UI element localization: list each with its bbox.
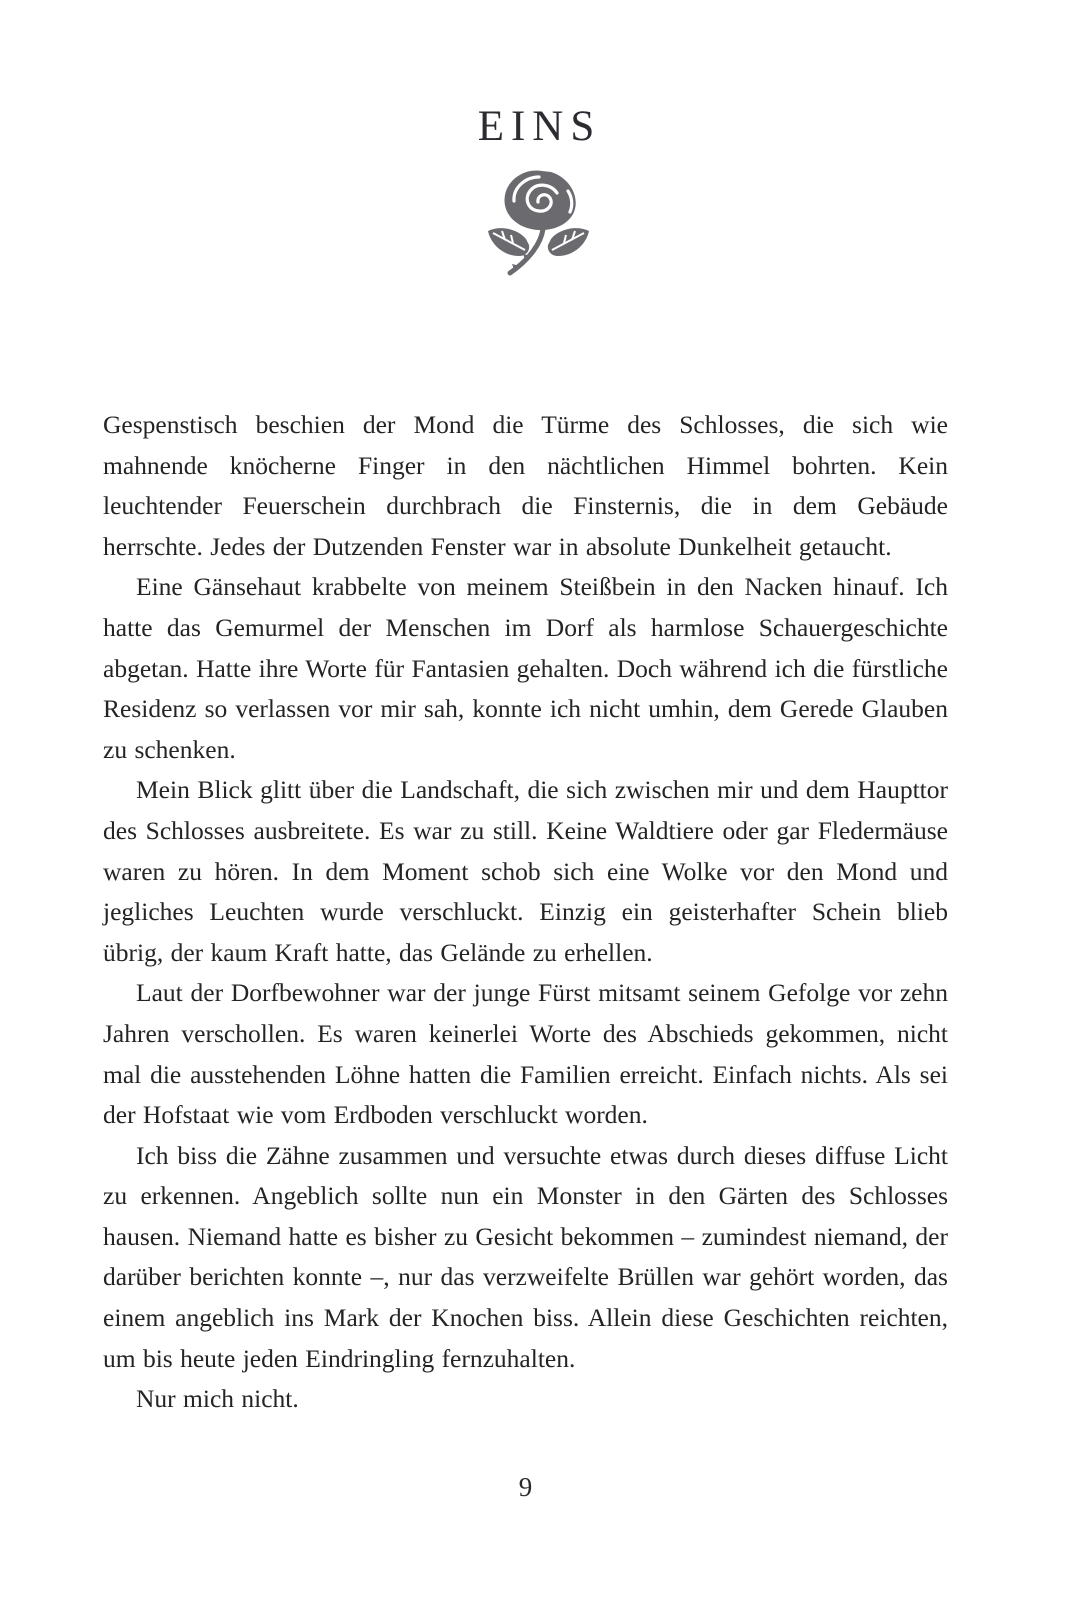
body-paragraph-2: Eine Gänsehaut krabbelte von meinem Steißbein in den Nacken hinauf. Ich hatte das Gemurmel der Menschen im Dorf als harmlose Schauergeschichte abgetan. Hatte ihre Worte für Fantasien gehalten. Doch während ich die fürstliche Residenz so verlassen vor mir sah, konnte ich nicht umhin, dem Gerede Glauben zu schenken. <box>103 572 948 764</box>
chapter-heading: EINS <box>477 103 602 150</box>
body-paragraph-4: Laut der Dorfbewohner war der junge Fürst mitsamt seinem Gefolge vor zehn Jahren verschollen. Es waren keinerlei Worte des Abschieds gekommen, nicht mal die ausstehenden Löhne hatten die Familien erreicht. Einfach nichts. Als sei der Hofstaat wie vom Erdboden verschluckt worden. <box>103 978 948 1130</box>
page-number: 9 <box>518 1472 533 1502</box>
chapter-ornament <box>0 167 1079 287</box>
body-paragraph-3: Mein Blick glitt über die Landschaft, die sich zwischen mir und dem Haupttor des Schlosses ausbreitete. Es war zu still. Keine Waldtiere oder gar Fledermäuse waren zu hören. In dem Moment schob sich eine Wolke vor den Mond und jegliches Leuchten wurde verschluckt. Einzig ein geisterhafter Schein blieb übrig, der kaum Kraft hatte, das Gelände zu erhellen. <box>103 775 948 967</box>
body-paragraph-5: Ich biss die Zähne zusammen und versuchte etwas durch dieses diffuse Licht zu erkennen. Angeblich sollte nun ein Monster in den Gärten des Schlosses hausen. Niemand hatte es bisher zu Gesicht bekommen – zumindest niemand, der darüber berichten konnte –, nur das verzweifelte Brüllen war gehört worden, das einem angeblich ins Mark der Knochen biss. Allein diese Geschichten reichten, um bis heute jeden Eindringling fernzuhalten. <box>103 1140 948 1373</box>
body-paragraph-1: Gespenstisch beschien der Mond die Türme des Schlosses, die sich wie mahnende knöcherne Finger in den nächtlichen Himmel bohrten. Kein leuchtender Feuerschein durchbrach die Finsternis, die in dem Gebäude herrschte. Jedes der Dutzenden Fenster war in absolute Dunkelheit getaucht. <box>103 410 948 561</box>
body-paragraph-6: Nur mich nicht. <box>136 1384 299 1414</box>
rose-icon <box>485 167 595 279</box>
chapter-body <box>103 405 948 1420</box>
